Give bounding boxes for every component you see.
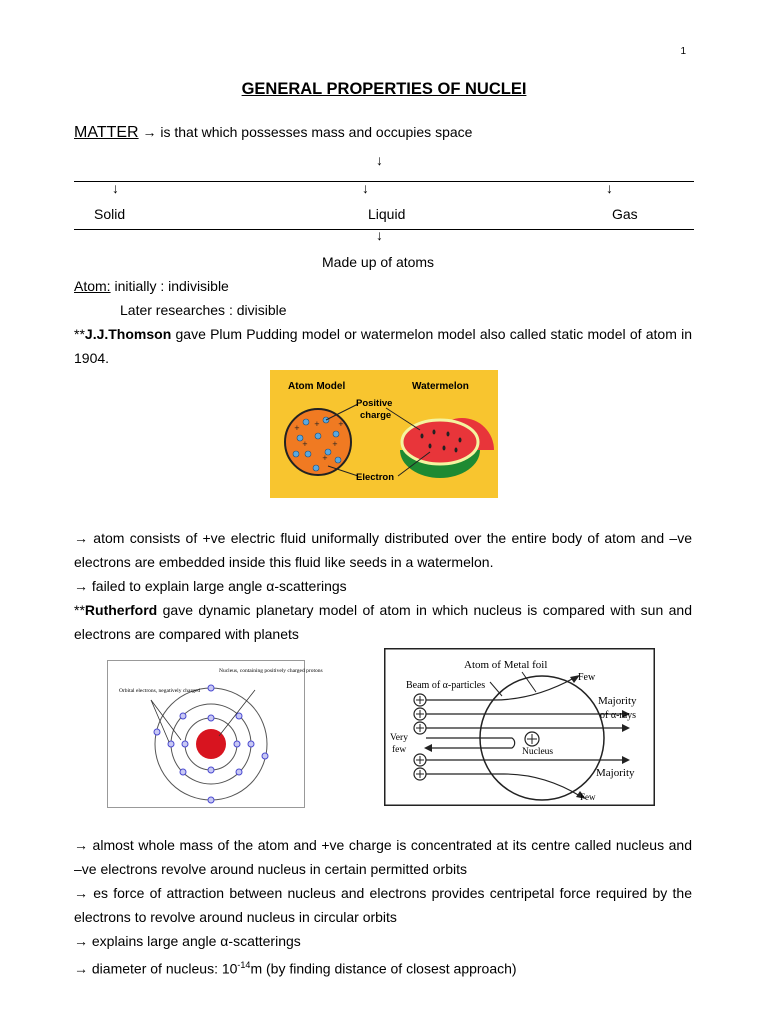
svg-text:+: + — [322, 454, 328, 462]
matter-definition: is that which possesses mass and occupies space — [160, 124, 473, 140]
state-liquid: Liquid — [368, 206, 406, 222]
label-of-rays: of α-rays — [600, 710, 637, 721]
thomson-name: J.J.Thomson — [84, 326, 172, 342]
nucleus-diameter — [74, 953, 517, 981]
plum-pudding-figure — [270, 370, 498, 498]
thomson-paragraph — [74, 322, 692, 370]
label-electron: Electron — [356, 472, 395, 483]
atom-initially-text: initially : indivisible — [110, 278, 229, 294]
diameter-rest: m (by finding distance of closest approach) — [250, 960, 517, 977]
nucleus-ball — [196, 729, 226, 759]
down-arrow-icon: ↓ — [376, 152, 383, 168]
atom-initially — [74, 274, 229, 298]
down-arrow-icon: ↓ — [376, 227, 383, 243]
label-very: Very — [390, 733, 408, 743]
label-few-left: few — [392, 745, 407, 755]
alpha-scattering-figure — [384, 648, 655, 806]
svg-text:+: + — [294, 424, 300, 432]
rutherford-point-3: → explains large angle α-scatterings — [74, 933, 301, 949]
label-few-top: Few — [578, 672, 596, 683]
thomson-point-2: → failed to explain large angle α-scatterings — [74, 578, 347, 594]
state-gas: Gas — [612, 206, 638, 222]
label-orbital: Orbital electrons, negatively charged — [119, 688, 201, 694]
rutherford-point-1: → almost whole mass of the atom and +ve charge is concentrated at its centre called nucleus and –ve electrons revolve around nucleus in certain permitted orbits — [74, 837, 692, 877]
down-arrow-icon: ↓ — [112, 180, 119, 196]
label-majority-rays: Majority — [598, 695, 637, 707]
label-metal-foil: Atom of Metal foil — [464, 659, 548, 671]
label-nucleus: Nucleus, containing positively charged protons — [219, 668, 323, 674]
planetary-model-figure — [107, 660, 323, 808]
svg-text:+: + — [302, 440, 308, 448]
label-watermelon: Watermelon — [412, 381, 469, 392]
divider — [74, 229, 694, 230]
rutherford-text: gave dynamic planetary model of atom in which nucleus is compared with sun and electrons are compared with planets — [74, 602, 692, 642]
atom-later: Later researches : divisible — [120, 302, 287, 318]
plum-pudding-svg — [270, 370, 498, 498]
down-arrow-icon: ↓ — [362, 180, 369, 196]
rutherford-paragraph — [74, 598, 692, 646]
alpha-scattering-svg — [384, 648, 655, 806]
atom-sphere — [285, 409, 351, 475]
label-beam: Beam of α-particles — [406, 680, 486, 691]
rutherford-prefix: ** — [74, 602, 85, 618]
label-few-bottom: Few — [580, 792, 596, 802]
label-majority: Majority — [596, 767, 635, 779]
planetary-model-svg — [107, 660, 323, 808]
thomson-text: gave Plum Pudding model or watermelon model also called static model of atom in 1904. — [74, 326, 692, 366]
label-nucleus: Nucleus — [522, 747, 554, 757]
thomson-prefix: ** — [74, 326, 85, 342]
thomson-point-1: → atom consists of +ve electric fluid uniformally distributed over the entire body of atom and –ve electrons are embedded inside this fluid like seeds in a watermelon. — [74, 530, 692, 570]
atom-label: Atom: — [74, 278, 111, 294]
svg-text:+: + — [338, 420, 344, 428]
matter-arrow: → — [142, 124, 157, 140]
svg-text:+: + — [314, 420, 320, 428]
svg-text:+: + — [332, 440, 338, 448]
diameter-exponent: -14 — [237, 960, 251, 970]
diameter-text: → diameter of nucleus: 10 — [74, 960, 238, 977]
down-arrow-icon: ↓ — [606, 180, 613, 196]
label-positive: Positive — [356, 398, 393, 409]
watermelon-cut — [402, 420, 478, 464]
figure-border — [385, 649, 655, 806]
page-number: 1 — [680, 46, 686, 57]
label-atom-model: Atom Model — [288, 381, 346, 392]
rutherford-name: Rutherford — [84, 602, 158, 618]
rutherford-point-2: → es force of attraction between nucleus and electrons provides centripetal force required by the electrons to revolve around nucleus in circular orbits — [74, 885, 692, 925]
made-of-atoms: Made up of atoms — [322, 254, 435, 270]
label-charge: charge — [360, 410, 392, 421]
page-title: GENERAL PROPERTIES OF NUCLEI — [241, 80, 527, 98]
matter-term: MATTER — [74, 124, 139, 141]
matter-line — [74, 120, 472, 145]
divider — [74, 181, 694, 182]
state-solid: Solid — [94, 206, 126, 222]
